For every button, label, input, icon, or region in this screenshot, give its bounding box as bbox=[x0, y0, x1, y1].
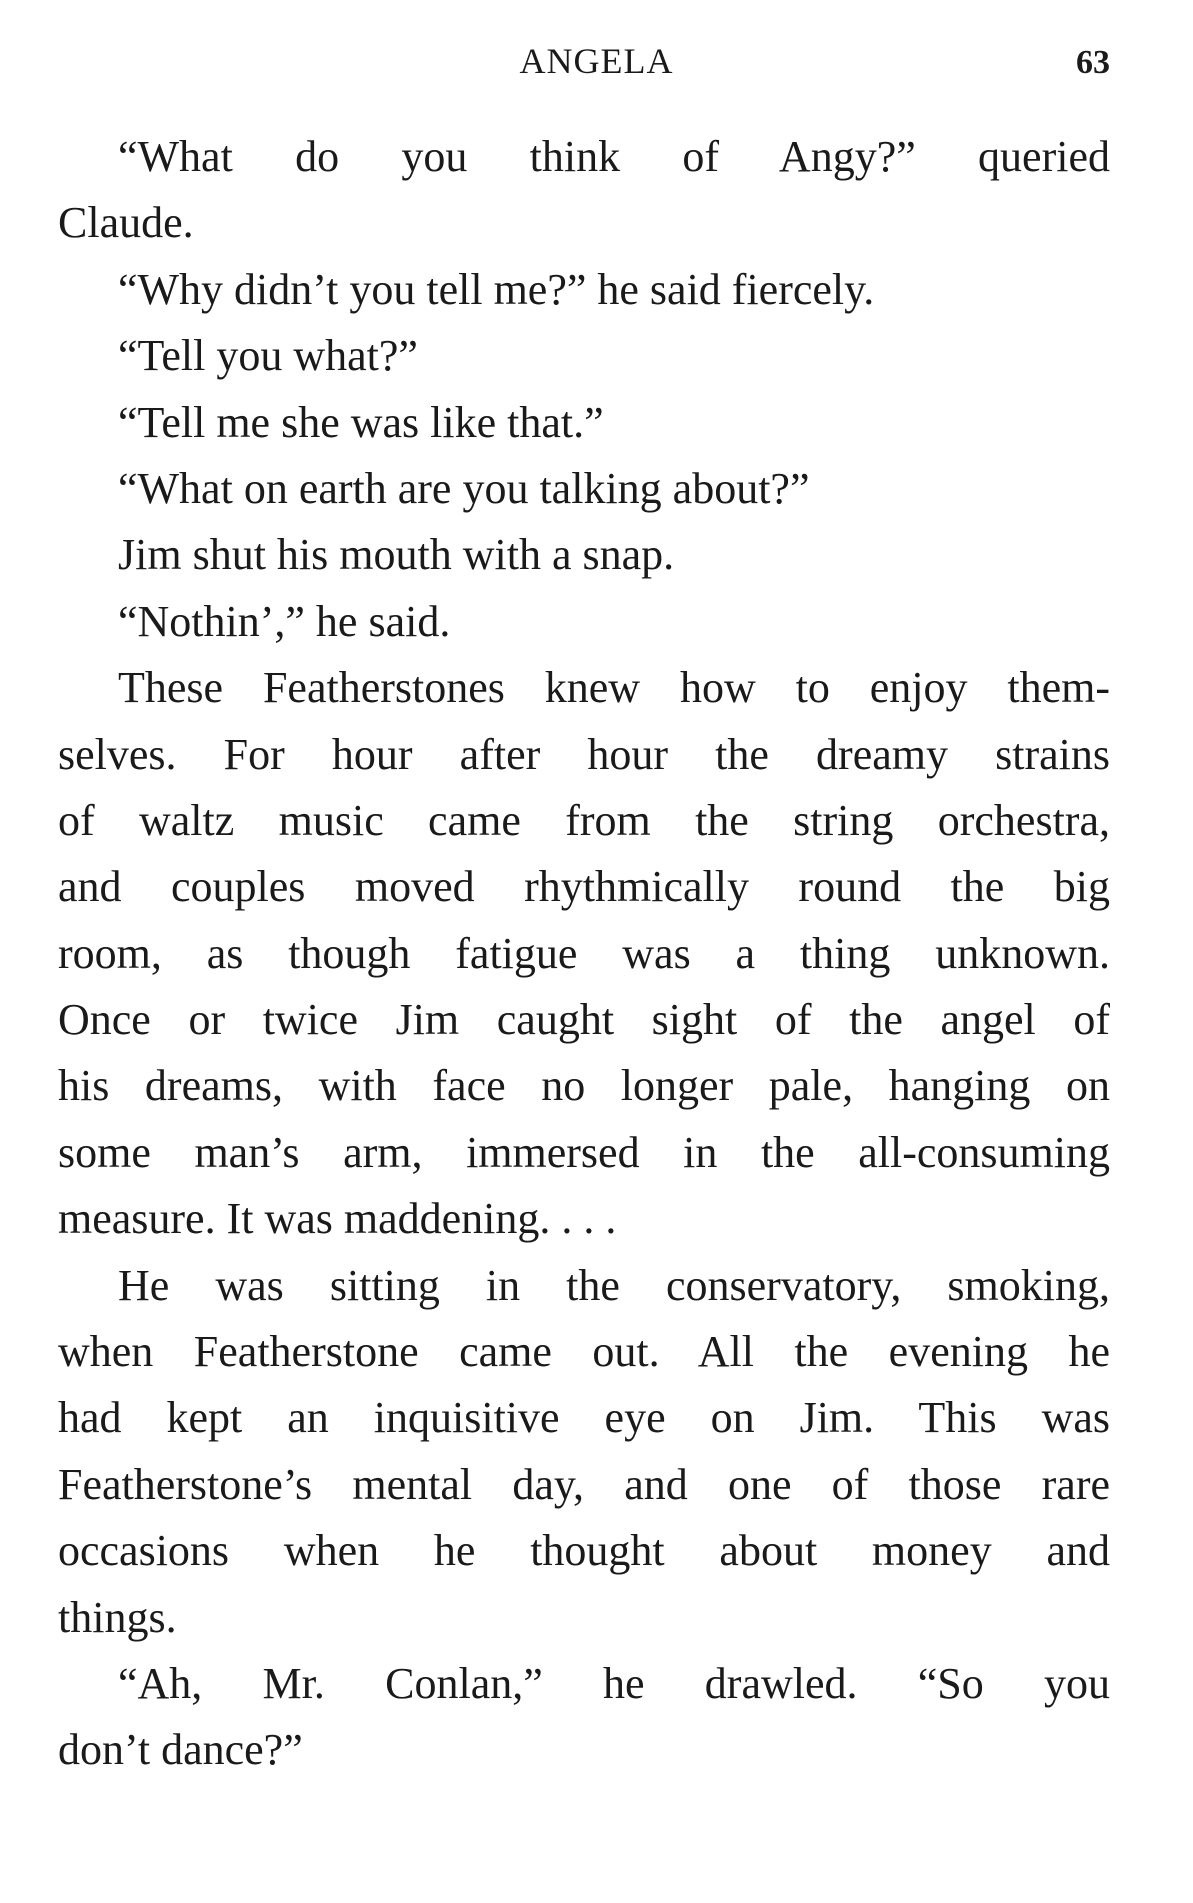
text-line: Jim shut his mouth with a snap. bbox=[118, 530, 675, 580]
text-line: He was sitting in the conservatory, smoking, bbox=[118, 1260, 1110, 1310]
text-line: “What do you think of Angy?” queried bbox=[118, 132, 1110, 181]
text-line: his dreams, with face no longer pale, hanging on bbox=[58, 1061, 1110, 1111]
text-line: “Why didn’t you tell me?” he said fiercely. bbox=[118, 264, 875, 314]
text-line: measure. It was maddening. . . . bbox=[58, 1194, 617, 1244]
text-line: “Nothin’,” he said. bbox=[118, 596, 451, 646]
text-line: some man’s arm, immersed in the all-consuming bbox=[58, 1127, 1110, 1177]
running-title: ANGELA bbox=[519, 41, 674, 81]
page-number: 63 bbox=[1076, 44, 1110, 81]
body-text bbox=[58, 124, 1110, 1784]
text-line: had kept an inquisitive eye on Jim. This was bbox=[58, 1393, 1110, 1443]
text-line: things. bbox=[58, 1592, 177, 1642]
text-line: These Featherstones knew how to enjoy them- bbox=[118, 663, 1110, 713]
text-line: don’t dance?” bbox=[58, 1725, 303, 1775]
text-line: occasions when he thought about money and bbox=[58, 1526, 1110, 1576]
text-line: of waltz music came from the string orchestra, bbox=[58, 795, 1110, 845]
text-line: “Tell you what?” bbox=[118, 331, 418, 381]
text-line: Featherstone’s mental day, and one of those rare bbox=[58, 1459, 1110, 1509]
running-head bbox=[0, 36, 1193, 86]
text-line: Once or twice Jim caught sight of the angel of bbox=[58, 995, 1110, 1045]
text-line: room, as though fatigue was a thing unknown. bbox=[58, 928, 1110, 978]
text-line: selves. For hour after hour the dreamy strains bbox=[58, 729, 1110, 779]
text-line: and couples moved rhythmically round the big bbox=[58, 862, 1110, 912]
text-line: Claude. bbox=[58, 198, 194, 248]
text-line: “Tell me she was like that.” bbox=[118, 397, 604, 447]
text-line: “Ah, Mr. Conlan,” he drawled. “So you bbox=[118, 1658, 1110, 1708]
text-line: “What on earth are you talking about?” bbox=[118, 463, 810, 513]
text-line: when Featherstone came out. All the evening he bbox=[58, 1327, 1110, 1377]
